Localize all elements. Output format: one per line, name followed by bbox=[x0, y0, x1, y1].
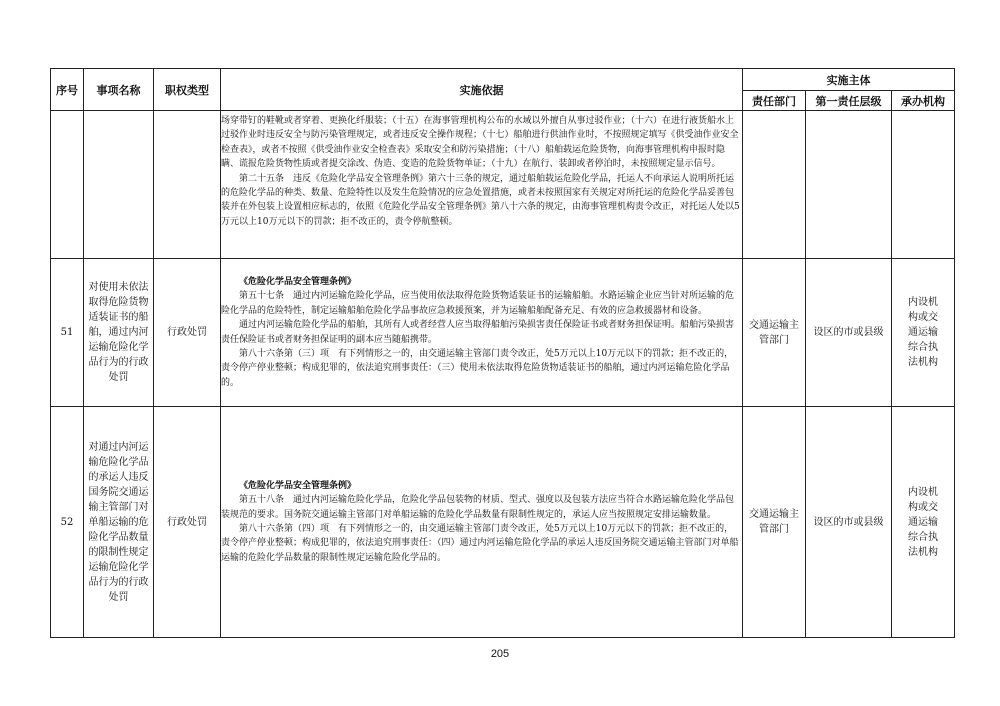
basis-law-title: 《危险化学品安全管理条例》 bbox=[239, 276, 357, 287]
cell-seq: 52 bbox=[51, 407, 84, 638]
cell-power-type: 行政处罚 bbox=[154, 407, 221, 638]
cell-level: 设区的市或县级 bbox=[806, 407, 892, 638]
header-agency: 承办机构 bbox=[892, 91, 955, 111]
cell-dept: 交通运输主管部门 bbox=[743, 259, 806, 407]
basis-paragraph: 场穿带钉的鞋靴或者穿着、更换化纤服装；（十五）在海事管理机构公布的水域以外擅自从事过驳作业；（十六）在进行液货船水上过驳作业时违反安全与防污染管理规定，或者违反安全操作规程；（十七）船舶进行供油作业时，不按照规定填写《供受油作业安全检查表》，或者不按照《供受油作业安全检查表》采取安全和防污染措施；（十八）船舶载运危险货物，向海事管理机构申报时隐瞒、谎报危险货物性质或者提交涂改、伪造、变造的危险货物单证；（十九）在航行、装卸或者停泊时，未按照规定显示信号。 bbox=[221, 116, 739, 170]
header-subject: 实施主体 bbox=[743, 69, 955, 91]
header-seq: 序号 bbox=[51, 69, 84, 111]
cell-seq bbox=[51, 111, 84, 259]
basis-paragraph: 第八十六条第（三）项 有下列情形之一的，由交通运输主管部门责令改正，处5万元以上10万元以下的罚款；拒不改正的，责令停产停业整顿；构成犯罪的，依法追究刑事责任：（三）使用未依法取得危险货物适装证书的船舶，通过内河运输危险化学品的。 bbox=[221, 348, 734, 388]
cell-level bbox=[806, 111, 892, 259]
enforcement-table bbox=[50, 68, 955, 638]
basis-paragraph: 第二十五条 违反《危险化学品安全管理条例》第六十三条的规定，通过船舶载运危险化学品，托运人不向承运人说明所托运的危险化学品的种类、数量、危险特性以及发生危险情况的应急处置措施，或者未按照国家有关规定对所托运的危险化学品妥善包装并在外包装上设置相应标志的，依照《危险化学品安全管理条例》第八十六条的规定，由海事管理机构责令改正，对托运人处以5万元以上10万元以下的罚款；拒不改正的，责令停航整顿。 bbox=[221, 173, 740, 227]
basis-law-title: 《危险化学品安全管理条例》 bbox=[239, 480, 357, 491]
header-basis: 实施依据 bbox=[221, 69, 743, 111]
cell-item-name bbox=[84, 111, 154, 259]
cell-basis bbox=[221, 259, 743, 407]
basis-paragraph: 第五十七条 通过内河运输危险化学品，应当使用依法取得危险货物适装证书的运输船舶。水路运输企业应当针对所运输的危险化学品的危险特性，制定运输船舶危险化学品事故应急救援预案，并为运输船舶配备充足、有效的应急救援器材和设备。 bbox=[221, 291, 735, 316]
cell-power-type bbox=[154, 111, 221, 259]
basis-paragraph: 通过内河运输危险化学品的船舶，其所有人或者经营人应当取得船舶污染损害责任保险证书或者财务担保证明。船舶污染损害责任保险证书或者财务担保证明的副本应当随船携带。 bbox=[221, 320, 735, 345]
cell-agency bbox=[892, 111, 955, 259]
cell-basis bbox=[221, 407, 743, 638]
header-dept: 责任部门 bbox=[743, 91, 806, 111]
cell-dept: 交通运输主管部门 bbox=[743, 407, 806, 638]
header-power-type: 职权类型 bbox=[154, 69, 221, 111]
table-row bbox=[51, 407, 955, 638]
basis-paragraph: 第八十六条第（四）项 有下列情形之一的，由交通运输主管部门责令改正，处5万元以上10万元以下的罚款；拒不改正的，责令停产停业整顿；构成犯罪的，依法追究刑事责任：（四）通过内河运输危险化学品的承运人违反国务院交通运输主管部门对单船运输的危险化学品数量的限制性规定运输危险化学品的。 bbox=[221, 524, 739, 563]
cell-level: 设区的市或县级 bbox=[806, 259, 892, 407]
cell-basis bbox=[221, 111, 743, 259]
cell-agency: 内设机构或交通运输综合执法机构 bbox=[892, 259, 955, 407]
cell-item-name: 对通过内河运输危险化学品的承运人违反国务院交通运输主管部门对单船运输的危险化学品数量的限制性规定运输危险化学品行为的行政处罚 bbox=[84, 407, 154, 638]
cell-item-name: 对使用未依法取得危险货物适装证书的船舶，通过内河运输危险化学品行为的行政处罚 bbox=[84, 259, 154, 407]
cell-dept bbox=[743, 111, 806, 259]
table-row-continuation bbox=[51, 111, 955, 259]
cell-power-type: 行政处罚 bbox=[154, 259, 221, 407]
header-level: 第一责任层级 bbox=[806, 91, 892, 111]
basis-paragraph: 第五十八条 通过内河运输危险化学品，危险化学品包装物的材质、型式、强度以及包装方法应当符合水路运输危险化学品包装规范的要求。国务院交通运输主管部门对单船运输的危险化学品数量有限制性规定的，承运人应当按照规定安排运输数量。 bbox=[221, 495, 735, 520]
table-row bbox=[51, 259, 955, 407]
cell-agency: 内设机构或交通运输综合执法机构 bbox=[892, 407, 955, 638]
cell-seq: 51 bbox=[51, 259, 84, 407]
page-number: 205 bbox=[490, 648, 510, 660]
header-item-name: 事项名称 bbox=[84, 69, 154, 111]
